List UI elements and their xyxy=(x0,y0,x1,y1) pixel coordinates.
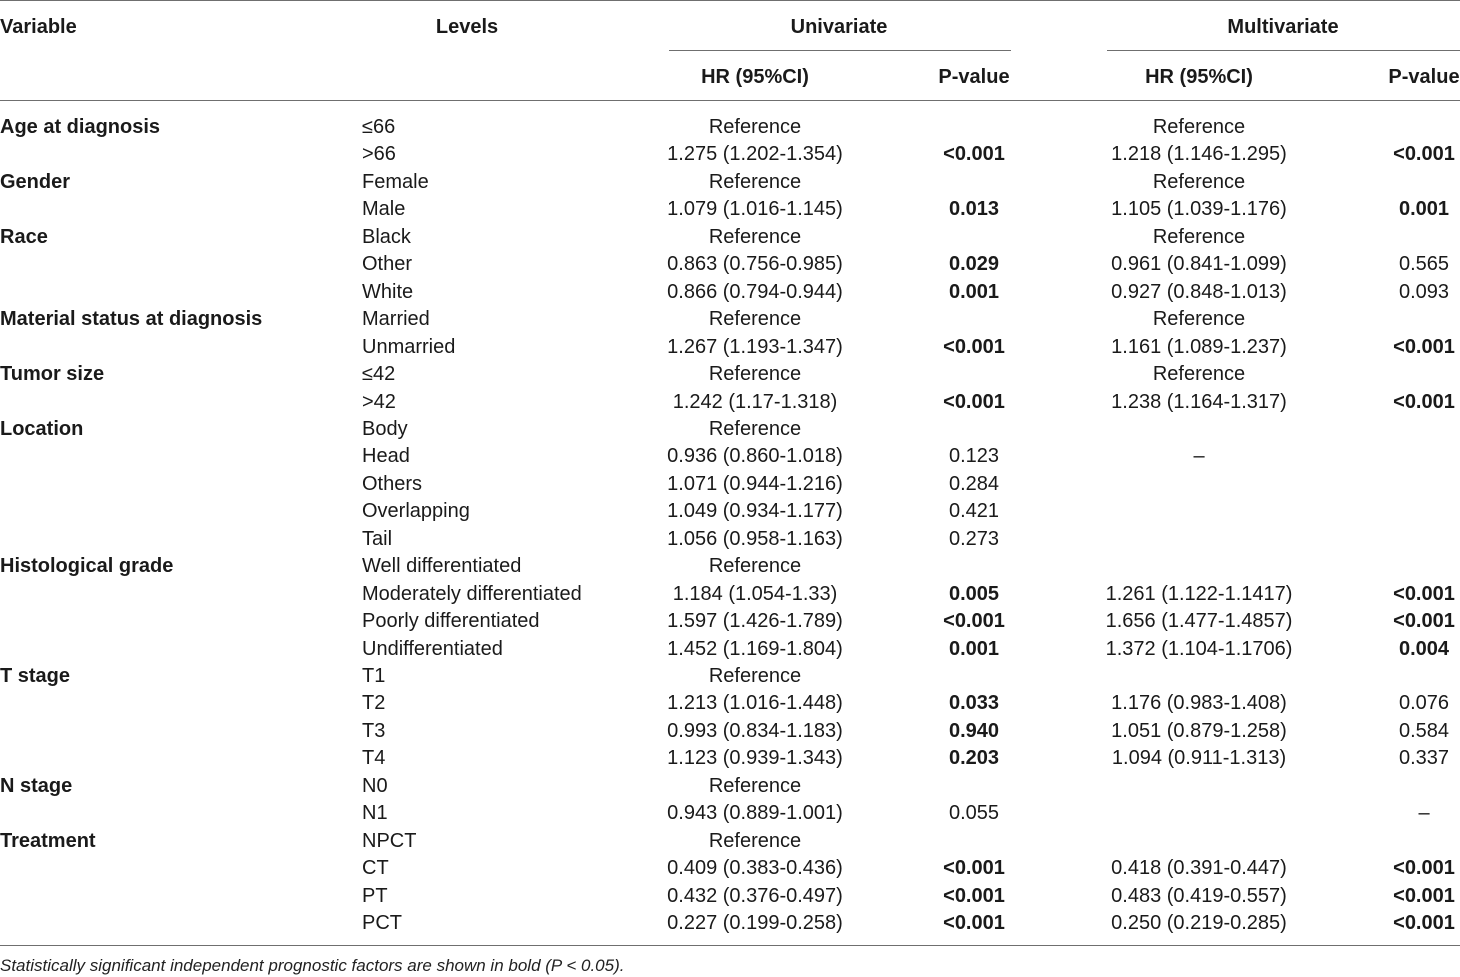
multivariate-pvalue-cell: <0.001 xyxy=(1393,583,1455,605)
univariate-hr-cell: Reference xyxy=(708,116,802,138)
univariate-pvalue-cell: 0.001 xyxy=(948,638,1000,660)
multivariate-hr-cell: 1.261 (1.122-1.1417) xyxy=(1105,583,1293,605)
footnote: Statistically significant independent prognostic factors are shown in bold (P < 0.05). xyxy=(0,956,625,975)
level-cell: ≤66 xyxy=(362,116,396,138)
univariate-hr-cell: 1.184 (1.054-1.33) xyxy=(672,583,838,605)
multivariate-hr-cell: 1.051 (0.879-1.258) xyxy=(1111,720,1287,742)
level-cell: T2 xyxy=(362,692,386,714)
top-rule xyxy=(0,0,1460,1)
univariate-pvalue-cell: <0.001 xyxy=(943,857,1005,879)
univariate-pvalue-cell: 0.005 xyxy=(948,583,1000,605)
univariate-pvalue-cell: 0.029 xyxy=(948,253,1000,275)
level-cell: Others xyxy=(362,473,423,495)
level-cell: Married xyxy=(362,308,430,330)
level-cell: Other xyxy=(362,253,413,275)
multivariate-hr-cell: 1.176 (0.983-1.408) xyxy=(1111,692,1287,714)
multivariate-hr-cell: 1.656 (1.477-1.4857) xyxy=(1105,610,1293,632)
univariate-pvalue-cell: <0.001 xyxy=(943,912,1005,934)
univariate-pvalue-cell: 0.203 xyxy=(948,747,1000,769)
multivariate-hr-cell: 1.094 (0.911-1.313) xyxy=(1111,747,1287,769)
level-cell: Head xyxy=(362,445,410,467)
level-cell: PCT xyxy=(362,912,402,934)
univariate-hr-cell: 1.123 (0.939-1.343) xyxy=(667,747,843,769)
level-cell: N1 xyxy=(362,802,388,824)
univariate-hr-cell: 1.275 (1.202-1.354) xyxy=(667,143,843,165)
variable-cell: Location xyxy=(0,418,84,440)
univariate-hr-cell: 0.866 (0.794-0.944) xyxy=(667,281,843,303)
variable-cell: Treatment xyxy=(0,830,96,852)
univariate-hr-cell: Reference xyxy=(708,418,802,440)
multivariate-pvalue-cell: <0.001 xyxy=(1393,912,1455,934)
multivariate-hr-cell: 1.238 (1.164-1.317) xyxy=(1111,391,1287,413)
level-cell: Moderately differentiated xyxy=(362,583,582,605)
univariate-pvalue-cell: 0.123 xyxy=(948,445,1000,467)
level-cell: Poorly differentiated xyxy=(362,610,540,632)
multivariate-hr-cell: 0.483 (0.419-0.557) xyxy=(1111,885,1287,907)
multivariate-hr-cell: Reference xyxy=(1152,308,1246,330)
multivariate-pvalue-cell: <0.001 xyxy=(1393,885,1455,907)
univariate-pvalue-cell: 0.940 xyxy=(948,720,1000,742)
multivariate-pvalue-cell: 0.093 xyxy=(1398,281,1450,303)
header-univariate-hr: HR (95%CI) xyxy=(701,66,809,88)
variable-cell: Material status at diagnosis xyxy=(0,308,263,330)
multivariate-pvalue-cell: 0.076 xyxy=(1398,692,1450,714)
level-cell: NPCT xyxy=(362,830,417,852)
level-cell: Body xyxy=(362,418,408,440)
univariate-hr-cell: Reference xyxy=(708,226,802,248)
univariate-hr-cell: 1.056 (0.958-1.163) xyxy=(667,528,843,550)
level-cell: White xyxy=(362,281,414,303)
level-cell: N0 xyxy=(362,775,388,797)
univariate-pvalue-cell: 0.055 xyxy=(948,802,1000,824)
multivariate-rule xyxy=(1107,50,1460,51)
header-bottom-rule xyxy=(0,100,1460,101)
level-cell: T3 xyxy=(362,720,386,742)
univariate-pvalue-cell: 0.013 xyxy=(948,198,1000,220)
multivariate-pvalue-cell: 0.584 xyxy=(1398,720,1450,742)
level-cell: T1 xyxy=(362,665,386,687)
multivariate-hr-cell: – xyxy=(1193,445,1205,467)
multivariate-hr-cell: 0.418 (0.391-0.447) xyxy=(1111,857,1287,879)
level-cell: Well differentiated xyxy=(362,555,522,577)
univariate-hr-cell: Reference xyxy=(708,830,802,852)
univariate-pvalue-cell: 0.001 xyxy=(948,281,1000,303)
multivariate-hr-cell: 1.105 (1.039-1.176) xyxy=(1111,198,1287,220)
level-cell: Overlapping xyxy=(362,500,470,522)
variable-cell: N stage xyxy=(0,775,73,797)
univariate-hr-cell: Reference xyxy=(708,555,802,577)
univariate-hr-cell: 1.079 (1.016-1.145) xyxy=(667,198,843,220)
multivariate-hr-cell: 0.927 (0.848-1.013) xyxy=(1111,281,1287,303)
univariate-pvalue-cell: <0.001 xyxy=(943,336,1005,358)
multivariate-pvalue-cell: 0.001 xyxy=(1398,198,1450,220)
level-cell: Black xyxy=(362,226,411,248)
level-cell: PT xyxy=(362,885,388,907)
univariate-pvalue-cell: 0.033 xyxy=(948,692,1000,714)
univariate-hr-cell: 0.863 (0.756-0.985) xyxy=(667,253,843,275)
multivariate-pvalue-cell: <0.001 xyxy=(1393,391,1455,413)
multivariate-pvalue-cell: <0.001 xyxy=(1393,610,1455,632)
multivariate-hr-cell: 0.961 (0.841-1.099) xyxy=(1111,253,1287,275)
univariate-pvalue-cell: <0.001 xyxy=(943,143,1005,165)
univariate-hr-cell: 1.049 (0.934-1.177) xyxy=(667,500,843,522)
header-univariate: Univariate xyxy=(790,16,888,38)
level-cell: ≤42 xyxy=(362,363,396,385)
level-cell: T4 xyxy=(362,747,386,769)
univariate-hr-cell: Reference xyxy=(708,171,802,193)
level-cell: Unmarried xyxy=(362,336,456,358)
multivariate-pvalue-cell: – xyxy=(1418,802,1430,824)
univariate-hr-cell: 0.227 (0.199-0.258) xyxy=(667,912,843,934)
univariate-pvalue-cell: <0.001 xyxy=(943,885,1005,907)
univariate-hr-cell: Reference xyxy=(708,775,802,797)
variable-cell: Age at diagnosis xyxy=(0,116,161,138)
univariate-hr-cell: 1.242 (1.17-1.318) xyxy=(672,391,838,413)
level-cell: Undifferentiated xyxy=(362,638,503,660)
multivariate-pvalue-cell: <0.001 xyxy=(1393,857,1455,879)
multivariate-hr-cell: Reference xyxy=(1152,363,1246,385)
level-cell: CT xyxy=(362,857,389,879)
univariate-hr-cell: 1.597 (1.426-1.789) xyxy=(667,610,843,632)
univariate-pvalue-cell: 0.273 xyxy=(948,528,1000,550)
univariate-rule xyxy=(669,50,1011,51)
header-levels: Levels xyxy=(435,16,499,38)
header-multivariate: Multivariate xyxy=(1227,16,1339,38)
variable-cell: Gender xyxy=(0,171,71,193)
univariate-hr-cell: 0.993 (0.834-1.183) xyxy=(667,720,843,742)
level-cell: >66 xyxy=(362,143,396,165)
multivariate-hr-cell: 1.218 (1.146-1.295) xyxy=(1111,143,1287,165)
univariate-pvalue-cell: <0.001 xyxy=(943,391,1005,413)
variable-cell: Tumor size xyxy=(0,363,105,385)
univariate-hr-cell: Reference xyxy=(708,363,802,385)
level-cell: Female xyxy=(362,171,429,193)
multivariate-pvalue-cell: 0.004 xyxy=(1398,638,1450,660)
univariate-hr-cell: 0.936 (0.860-1.018) xyxy=(667,445,843,467)
univariate-hr-cell: Reference xyxy=(708,665,802,687)
header-multivariate-hr: HR (95%CI) xyxy=(1145,66,1253,88)
level-cell: >42 xyxy=(362,391,396,413)
univariate-hr-cell: 0.409 (0.383-0.436) xyxy=(667,857,843,879)
multivariate-hr-cell: Reference xyxy=(1152,171,1246,193)
level-cell: Male xyxy=(362,198,406,220)
univariate-pvalue-cell: 0.421 xyxy=(948,500,1000,522)
bottom-rule xyxy=(0,945,1460,946)
multivariate-hr-cell: Reference xyxy=(1152,226,1246,248)
variable-cell: Race xyxy=(0,226,48,248)
univariate-hr-cell: 1.071 (0.944-1.216) xyxy=(667,473,843,495)
multivariate-hr-cell: Reference xyxy=(1152,116,1246,138)
univariate-hr-cell: 1.213 (1.016-1.448) xyxy=(667,692,843,714)
level-cell: Tail xyxy=(362,528,393,550)
multivariate-hr-cell: 1.372 (1.104-1.1706) xyxy=(1105,638,1293,660)
multivariate-pvalue-cell: 0.337 xyxy=(1398,747,1450,769)
univariate-hr-cell: 1.267 (1.193-1.347) xyxy=(667,336,843,358)
variable-cell: T stage xyxy=(0,665,71,687)
multivariate-hr-cell: 0.250 (0.219-0.285) xyxy=(1111,912,1287,934)
variable-cell: Histological grade xyxy=(0,555,174,577)
univariate-hr-cell: 0.432 (0.376-0.497) xyxy=(667,885,843,907)
header-multivariate-pvalue: P-value xyxy=(1388,66,1460,88)
multivariate-pvalue-cell: 0.565 xyxy=(1398,253,1450,275)
multivariate-hr-cell: 1.161 (1.089-1.237) xyxy=(1111,336,1287,358)
univariate-hr-cell: Reference xyxy=(708,308,802,330)
multivariate-pvalue-cell: <0.001 xyxy=(1393,336,1455,358)
multivariate-pvalue-cell: <0.001 xyxy=(1393,143,1455,165)
header-variable: Variable xyxy=(0,16,77,38)
univariate-pvalue-cell: 0.284 xyxy=(948,473,1000,495)
univariate-hr-cell: 1.452 (1.169-1.804) xyxy=(667,638,843,660)
header-univariate-pvalue: P-value xyxy=(938,66,1010,88)
univariate-hr-cell: 0.943 (0.889-1.001) xyxy=(667,802,843,824)
univariate-pvalue-cell: <0.001 xyxy=(943,610,1005,632)
